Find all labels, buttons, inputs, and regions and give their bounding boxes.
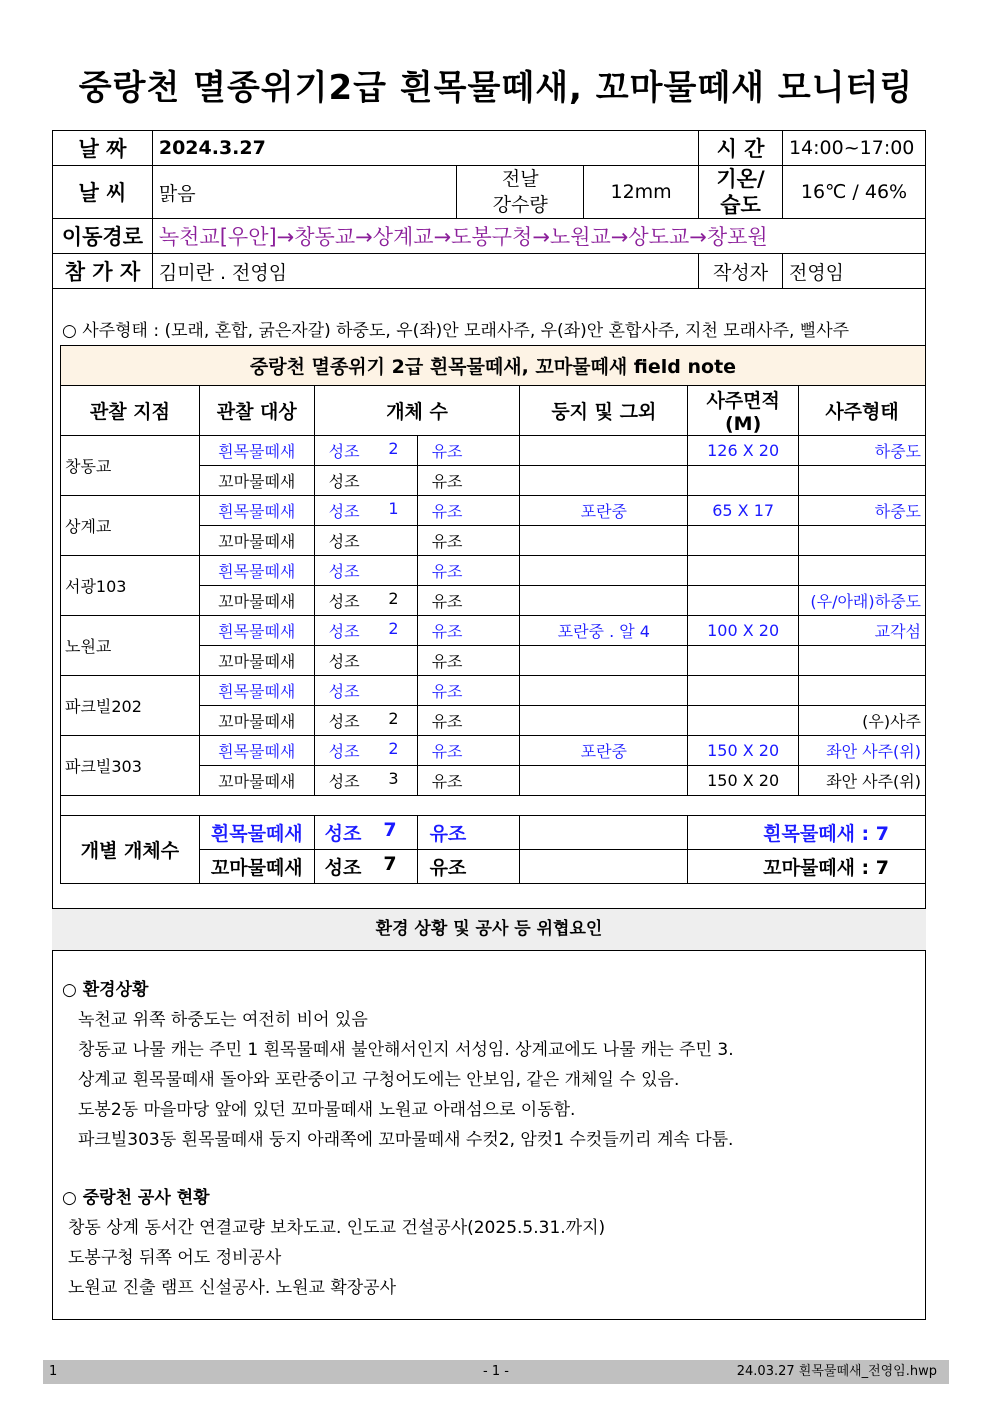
site-name: 창동교 — [61, 436, 200, 496]
rain-label — [457, 166, 584, 219]
summary-species: 꼬마물떼새 — [199, 850, 314, 884]
adult-count-cell — [314, 616, 417, 646]
juvenile-label: 유조 — [431, 712, 463, 731]
column-header: 사주면적(M) — [688, 386, 799, 436]
adult-label: 성조 — [328, 502, 360, 521]
juvenile-label: 유조 — [431, 742, 463, 761]
area-cell — [688, 676, 799, 706]
temp-value: 16℃ / 46% — [782, 166, 925, 219]
juvenile-cell — [417, 436, 520, 466]
adult-label: 성조 — [328, 442, 360, 461]
column-header: 개체 수 — [314, 386, 520, 436]
footer-center: - 1 - — [483, 1364, 509, 1379]
summary-adult-count: 7 — [383, 819, 397, 841]
summary-juvenile-cell — [417, 816, 520, 850]
environment-line: 상계교 흰목물떼새 돌아와 포란중이고 구청어도에는 안보임, 같은 개체일 수 있음. — [78, 1070, 680, 1090]
summary-juvenile-cell — [417, 850, 520, 884]
shape-cell — [799, 646, 926, 676]
rain-label-1: 전날 — [501, 168, 539, 190]
construction-line: 도봉구청 뒤쪽 어도 정비공사 — [68, 1248, 282, 1268]
species-cell: 꼬마물떼새 — [199, 586, 314, 616]
table-row — [61, 556, 926, 586]
temp-label — [699, 166, 783, 219]
area-cell — [688, 466, 799, 496]
summary-total: 꼬마물떼새 : 7 — [688, 850, 926, 884]
juvenile-label: 유조 — [431, 502, 463, 521]
adult-label: 성조 — [328, 532, 360, 551]
species-cell: 흰목물떼새 — [199, 676, 314, 706]
shape-cell: (우)사주 — [799, 706, 926, 736]
adult-count-cell — [314, 646, 417, 676]
adult-count-cell — [314, 526, 417, 556]
participants-value: 김미란 . 전영임 — [152, 254, 698, 289]
route-value: 녹천교[우안]→창동교→상계교→도봉구청→노원교→상도교→창포원 — [152, 219, 925, 254]
area-cell — [688, 556, 799, 586]
juvenile-label: 유조 — [431, 652, 463, 671]
shape-cell: (우/아래)하중도 — [799, 586, 926, 616]
environment-line: 파크빌303동 흰목물떼새 둥지 아래쪽에 꼬마물떼새 수컷2, 암컷1 수컷들끼리 계속 다툼. — [78, 1130, 734, 1150]
juvenile-cell — [417, 556, 520, 586]
juvenile-label: 유조 — [431, 472, 463, 491]
temp-label-2: 습도 — [720, 193, 761, 217]
summary-empty — [520, 816, 688, 850]
nest-cell: 포란중 . 알 4 — [520, 616, 688, 646]
site-name: 파크빌303 — [61, 736, 200, 796]
area-cell: 126 X 20 — [688, 436, 799, 466]
adult-label: 성조 — [328, 562, 360, 581]
juvenile-cell — [417, 586, 520, 616]
date-label: 날 짜 — [53, 131, 153, 166]
habitat-note: ○ 사주형태 : (모래, 혼합, 굵은자갈) 하중도, 우(좌)안 모래사주, 우(좌)안 혼합사주, 지천 모래사주, 뻘사주 — [62, 321, 850, 341]
footer-page-number: 1 — [49, 1364, 58, 1379]
adult-label: 성조 — [328, 592, 360, 611]
juvenile-cell — [417, 766, 520, 796]
spacer-row — [61, 796, 926, 816]
nest-cell — [520, 586, 688, 616]
species-cell: 흰목물떼새 — [199, 496, 314, 526]
species-cell: 흰목물떼새 — [199, 436, 314, 466]
shape-cell: 좌안 사주(위) — [799, 766, 926, 796]
construction-heading: ○ 중랑천 공사 현황 — [62, 1188, 210, 1208]
juvenile-cell — [417, 736, 520, 766]
nest-cell — [520, 676, 688, 706]
summary-adult-cell — [314, 850, 417, 884]
juvenile-cell — [417, 706, 520, 736]
juvenile-label: 유조 — [431, 772, 463, 791]
route-label: 이동경로 — [53, 219, 153, 254]
species-cell: 꼬마물떼새 — [199, 766, 314, 796]
species-cell: 꼬마물떼새 — [199, 706, 314, 736]
nest-cell — [520, 766, 688, 796]
adult-count-cell — [314, 496, 417, 526]
area-cell: 65 X 17 — [688, 496, 799, 526]
column-header: 관찰 대상 — [199, 386, 314, 436]
adult-count-cell — [314, 766, 417, 796]
species-cell: 꼬마물떼새 — [199, 526, 314, 556]
summary-row — [61, 816, 926, 850]
site-name: 파크빌202 — [61, 676, 200, 736]
shape-cell: 좌안 사주(위) — [799, 736, 926, 766]
table-row — [61, 496, 926, 526]
juvenile-label: 유조 — [431, 442, 463, 461]
juvenile-cell — [417, 526, 520, 556]
species-cell: 꼬마물떼새 — [199, 466, 314, 496]
environment-line: 녹천교 위쪽 하중도는 여전히 비어 있음 — [78, 1010, 368, 1030]
shape-cell — [799, 466, 926, 496]
juvenile-label: 유조 — [431, 562, 463, 581]
nest-cell: 포란중 — [520, 496, 688, 526]
adult-label: 성조 — [328, 622, 360, 641]
rain-label-2: 강수량 — [492, 194, 548, 216]
footer-filename: 24.03.27 흰목물떼새_전영임.hwp — [736, 1364, 937, 1379]
area-cell — [688, 646, 799, 676]
field-note-table — [60, 345, 926, 884]
nest-cell: 포란중 — [520, 736, 688, 766]
juvenile-label: 유조 — [429, 857, 467, 879]
column-header: 둥지 및 그외 — [520, 386, 688, 436]
shape-cell — [799, 526, 926, 556]
area-cell — [688, 706, 799, 736]
info-table — [52, 130, 926, 289]
species-cell: 흰목물떼새 — [199, 556, 314, 586]
shape-cell: 하중도 — [799, 436, 926, 466]
adult-count-cell — [314, 676, 417, 706]
area-cell: 100 X 20 — [688, 616, 799, 646]
column-header: 사주형태 — [799, 386, 926, 436]
juvenile-cell — [417, 466, 520, 496]
field-note-title: 중랑천 멸종위기 2급 흰목물떼새, 꼬마물떼새 field note — [61, 346, 926, 386]
shape-cell: 교각섬 — [799, 616, 926, 646]
shape-cell — [799, 676, 926, 706]
juvenile-cell — [417, 496, 520, 526]
juvenile-label: 유조 — [431, 532, 463, 551]
table-row — [61, 676, 926, 706]
rain-value: 12mm — [584, 166, 699, 219]
nest-cell — [520, 526, 688, 556]
adult-label: 성조 — [328, 712, 360, 731]
participants-label: 참 가 자 — [53, 254, 153, 289]
adult-label: 성조 — [324, 857, 362, 879]
adult-label: 성조 — [328, 652, 360, 671]
author-label: 작성자 — [699, 254, 783, 289]
environment-section — [62, 975, 734, 1303]
adult-label: 성조 — [328, 682, 360, 701]
table-row — [61, 436, 926, 466]
adult-count-cell — [314, 466, 417, 496]
column-header-row — [61, 386, 926, 436]
environment-line: 창동교 나물 캐는 주민 1 흰목물떼새 불안해서인지 서성임. 상계교에도 나물 캐는 주민 3. — [78, 1040, 734, 1060]
adult-count: 2 — [388, 589, 399, 608]
species-cell: 흰목물떼새 — [199, 616, 314, 646]
time-value: 14:00~17:00 — [782, 131, 925, 166]
area-cell: 150 X 20 — [688, 766, 799, 796]
adult-label: 성조 — [328, 742, 360, 761]
adult-count-cell — [314, 586, 417, 616]
threats-title: 환경 상황 및 공사 등 위협요인 — [52, 908, 926, 951]
table-row — [61, 736, 926, 766]
adult-count: 2 — [388, 709, 399, 728]
column-header: 관찰 지점 — [61, 386, 200, 436]
nest-cell — [520, 556, 688, 586]
juvenile-label: 유조 — [431, 622, 463, 641]
nest-cell — [520, 466, 688, 496]
site-name: 상계교 — [61, 496, 200, 556]
juvenile-cell — [417, 646, 520, 676]
area-cell — [688, 586, 799, 616]
juvenile-label: 유조 — [431, 592, 463, 611]
area-cell: 150 X 20 — [688, 736, 799, 766]
adult-count: 2 — [388, 739, 399, 758]
species-cell: 흰목물떼새 — [199, 736, 314, 766]
adult-count: 2 — [388, 619, 399, 638]
temp-label-1: 기온/ — [716, 167, 765, 191]
adult-count-cell — [314, 556, 417, 586]
page-footer — [43, 1360, 949, 1384]
adult-label: 성조 — [324, 823, 362, 845]
adult-count: 2 — [388, 439, 399, 458]
summary-species: 흰목물떼새 — [199, 816, 314, 850]
summary-adult-count: 7 — [383, 853, 397, 875]
adult-count-cell — [314, 736, 417, 766]
construction-line: 노원교 진출 램프 신설공사. 노원교 확장공사 — [68, 1278, 397, 1298]
adult-count: 3 — [388, 769, 399, 788]
summary-adult-cell — [314, 816, 417, 850]
adult-label: 성조 — [328, 772, 360, 791]
page-title: 중랑천 멸종위기2급 흰목물떼새, 꼬마물떼새 모니터링 — [78, 68, 914, 108]
site-name: 노원교 — [61, 616, 200, 676]
date-value: 2024.3.27 — [152, 131, 698, 166]
adult-label: 성조 — [328, 472, 360, 491]
area-cell — [688, 526, 799, 556]
weather-label: 날 씨 — [53, 166, 153, 219]
summary-label: 개별 개체수 — [61, 816, 200, 884]
juvenile-cell — [417, 616, 520, 646]
juvenile-cell — [417, 676, 520, 706]
nest-cell — [520, 646, 688, 676]
author-value: 전영임 — [782, 254, 925, 289]
species-cell: 꼬마물떼새 — [199, 646, 314, 676]
shape-cell: 하중도 — [799, 496, 926, 526]
environment-line: 도봉2동 마을마당 앞에 있던 꼬마물떼새 노원교 아래섬으로 이동함. — [78, 1100, 576, 1120]
table-row — [61, 616, 926, 646]
juvenile-label: 유조 — [429, 823, 467, 845]
construction-line: 창동 상계 동서간 연결교량 보차도교. 인도교 건설공사(2025.5.31.까지) — [68, 1218, 606, 1238]
nest-cell — [520, 706, 688, 736]
adult-count-cell — [314, 706, 417, 736]
adult-count-cell — [314, 436, 417, 466]
adult-count: 1 — [388, 499, 399, 518]
weather-value: 맑음 — [152, 166, 456, 219]
site-name: 서광103 — [61, 556, 200, 616]
time-label: 시 간 — [699, 131, 783, 166]
shape-cell — [799, 556, 926, 586]
summary-empty — [520, 850, 688, 884]
environment-heading: ○ 환경상황 — [62, 980, 149, 1000]
juvenile-label: 유조 — [431, 682, 463, 701]
nest-cell — [520, 436, 688, 466]
summary-total: 흰목물떼새 : 7 — [688, 816, 926, 850]
